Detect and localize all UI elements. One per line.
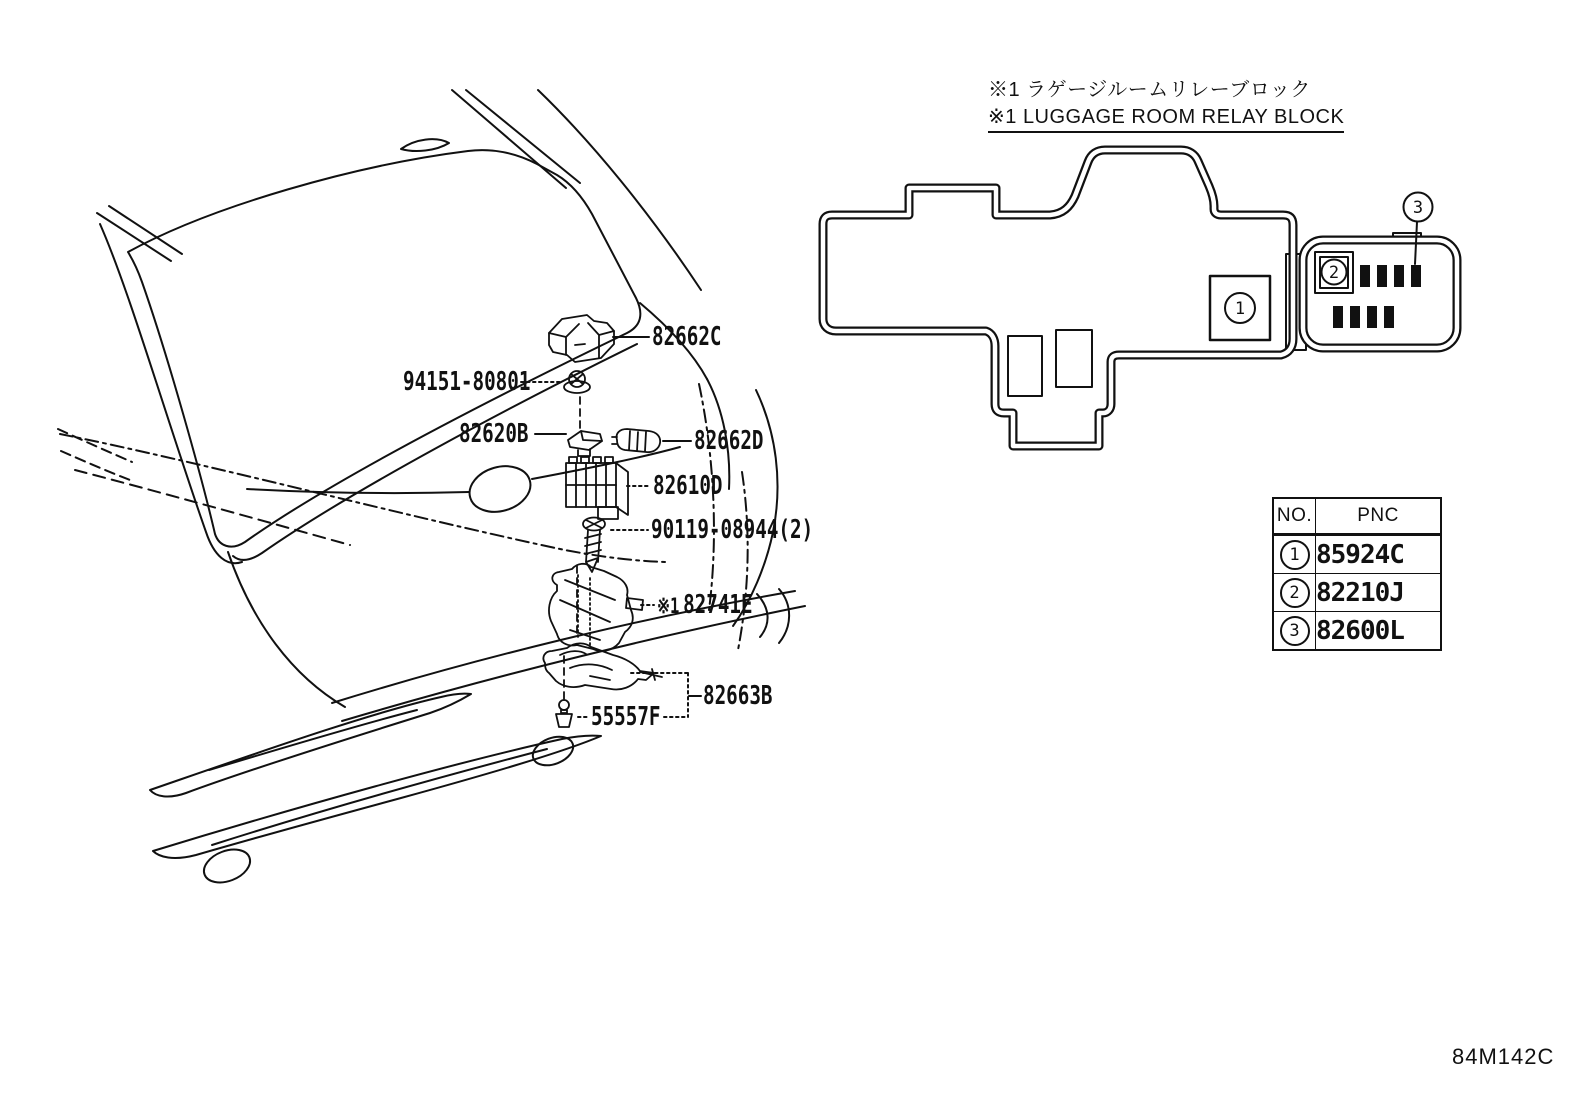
- exploded-parts: [543, 315, 662, 727]
- pillar-line: [538, 90, 701, 290]
- body-left-edge: [100, 224, 242, 563]
- part-holder-82620b-drawing: [568, 431, 602, 456]
- callout-82663b[interactable]: 82663B: [703, 681, 773, 711]
- callout-55557f[interactable]: 55557F: [591, 702, 661, 732]
- row-2-pnc: 82210J: [1316, 574, 1442, 612]
- row-2-marker: 2: [1280, 578, 1310, 608]
- row-3-pnc: 82600L: [1316, 612, 1442, 651]
- callout-82662c[interactable]: 82662C: [652, 322, 722, 352]
- callout-82741e-number: 82741E: [683, 590, 753, 620]
- pnc-table-row-2[interactable]: [1273, 574, 1441, 612]
- pnc-table-header-no: NO.: [1273, 498, 1316, 535]
- garnish-line: [247, 489, 469, 493]
- part-relay-82741e-drawing: [549, 564, 643, 651]
- relay-block-note: [988, 78, 1344, 133]
- antenna-fin: [401, 139, 449, 151]
- note-english: ※1 LUGGAGE ROOM RELAY BLOCK: [988, 105, 1344, 133]
- callout-82662d[interactable]: 82662D: [694, 426, 764, 456]
- callout-82741e[interactable]: [657, 590, 753, 620]
- row-3-marker: 3: [1280, 616, 1310, 646]
- lower-bumper-accent: [212, 749, 547, 845]
- row-1-marker: 1: [1280, 540, 1310, 570]
- part-cover-82662d-drawing: [612, 429, 660, 452]
- note-japanese: ※1 ラゲージルームリレーブロック: [988, 79, 1311, 101]
- marker-2-number: 2: [1328, 263, 1340, 283]
- callout-90119-08944[interactable]: 90119-08944(2): [651, 515, 814, 545]
- relay-block-outline-outer: [823, 150, 1293, 446]
- license-lamp-oval: [464, 459, 536, 518]
- diagram-code: 84M142C: [1452, 1044, 1555, 1069]
- callout-82610d[interactable]: 82610D: [653, 471, 723, 501]
- rear-garnish-accent: [209, 710, 417, 770]
- lower-left-edge: [228, 552, 345, 707]
- row-1-pnc: 85924C: [1316, 535, 1442, 574]
- hidden-edge: [738, 472, 748, 650]
- rear-garnish: [150, 694, 471, 797]
- bumper-corner-line: [779, 589, 789, 643]
- marker-3-pointer: [1415, 222, 1417, 264]
- pnc-table-header-row: [1273, 498, 1441, 535]
- exhaust-tip-left: [199, 843, 255, 888]
- pillar-line: [466, 90, 580, 183]
- relay-slot: [1056, 330, 1092, 387]
- rear-glass-outline: [128, 150, 640, 546]
- marker-3-number: 3: [1412, 198, 1424, 218]
- pnc-table-row-3[interactable]: [1273, 612, 1441, 651]
- body-crease-centerline: [60, 434, 665, 562]
- pnc-table: [1272, 497, 1442, 651]
- callout-94151-80801[interactable]: 94151-80801: [403, 367, 531, 397]
- callout-82620b[interactable]: 82620B: [459, 419, 529, 449]
- body-crease: [75, 470, 350, 545]
- pillar-line: [452, 90, 566, 188]
- relay-block-diagram: [823, 150, 1457, 446]
- relay-slot: [1008, 336, 1042, 396]
- fuse-row-top: [1360, 265, 1421, 287]
- note-reference-mark: ※1: [657, 594, 680, 618]
- side-reflection-line: [58, 429, 132, 462]
- pnc-table-row-1[interactable]: [1273, 535, 1441, 574]
- fuse-row-bottom: [1333, 306, 1394, 328]
- pnc-table-header-pnc: PNC: [1316, 498, 1442, 535]
- part-clip-55557f-drawing: [556, 700, 572, 727]
- marker-1-number: 1: [1234, 299, 1246, 319]
- relay-block-outline-inner: [823, 150, 1293, 446]
